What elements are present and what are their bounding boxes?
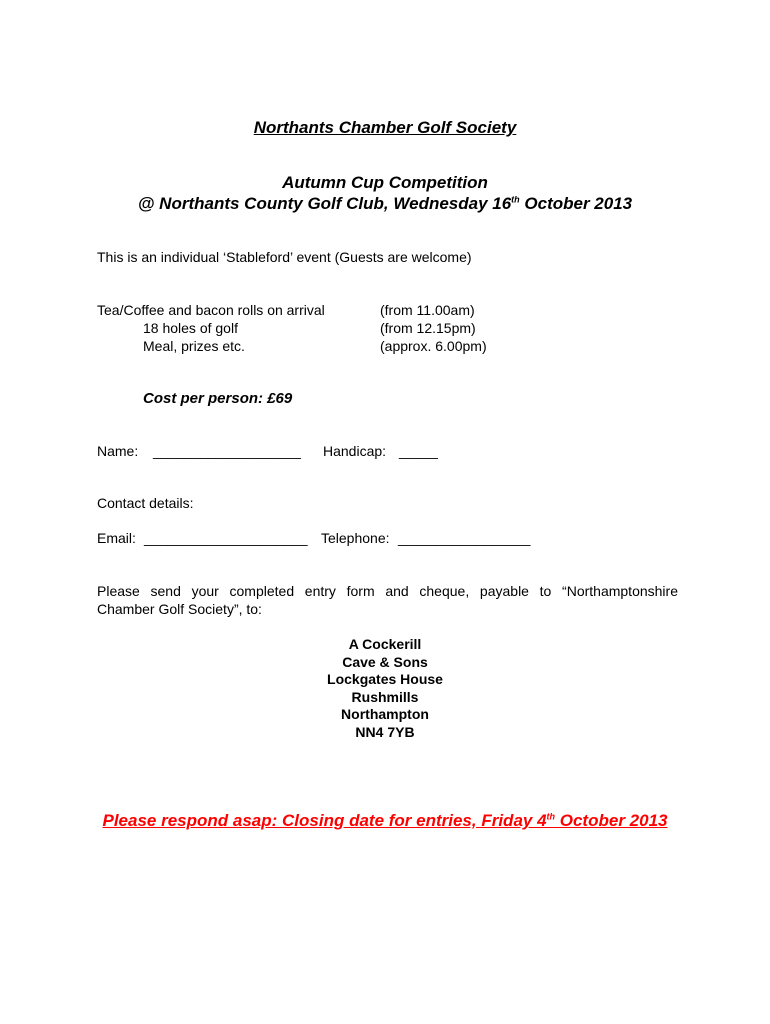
document-title: Northants Chamber Golf Society bbox=[253, 118, 517, 137]
event-description: This is an individual ‘Stableford’ event (Guests are welcome) bbox=[97, 249, 472, 265]
address-line: NN4 7YB bbox=[355, 724, 415, 740]
instructions-line-2: Chamber Golf Society”, to: bbox=[97, 601, 262, 617]
schedule-item: Meal, prizes etc. bbox=[143, 338, 245, 354]
address-line: Cave & Sons bbox=[342, 654, 428, 670]
address-line: Rushmills bbox=[351, 689, 419, 705]
contact-details-label: Contact details: bbox=[97, 495, 194, 511]
telephone-label: Telephone: bbox=[321, 530, 390, 546]
venue-month-year: October 2013 bbox=[519, 194, 633, 213]
competition-venue bbox=[0, 194, 770, 214]
venue-date-suffix: th bbox=[511, 194, 520, 205]
closing-date-notice bbox=[0, 811, 770, 831]
email-label: Email: bbox=[97, 530, 136, 546]
schedule-time: (from 11.00am) bbox=[380, 302, 475, 318]
name-label: Name: bbox=[97, 443, 139, 459]
telephone-field[interactable]: _________________ bbox=[398, 530, 531, 546]
handicap-field[interactable]: _____ bbox=[399, 443, 438, 459]
address-line: A Cockerill bbox=[348, 636, 422, 652]
email-field[interactable]: _____________________ bbox=[144, 530, 308, 546]
cost-per-person: Cost per person: £69 bbox=[143, 390, 293, 407]
closing-date-suffix: th bbox=[546, 811, 556, 822]
address-line: Northampton bbox=[341, 706, 429, 722]
schedule-item: 18 holes of golf bbox=[143, 320, 238, 336]
instructions-line-1: Please send your completed entry form and cheque, payable to “Northamptonshire bbox=[97, 583, 678, 599]
competition-name: Autumn Cup Competition bbox=[282, 173, 488, 192]
handicap-label: Handicap: bbox=[323, 443, 387, 459]
closing-month-year: October 2013 bbox=[555, 811, 668, 830]
closing-text: Please respond asap: Closing date for entries, Friday 4 bbox=[102, 811, 547, 830]
address-line: Lockgates House bbox=[327, 671, 443, 687]
schedule-time: (approx. 6.00pm) bbox=[380, 338, 487, 354]
venue-text: @ Northants County Golf Club, Wednesday 16 bbox=[137, 194, 512, 213]
schedule-item: Tea/Coffee and bacon rolls on arrival bbox=[97, 302, 325, 318]
name-field[interactable]: ___________________ bbox=[153, 443, 301, 459]
schedule-time: (from 12.15pm) bbox=[380, 320, 476, 336]
